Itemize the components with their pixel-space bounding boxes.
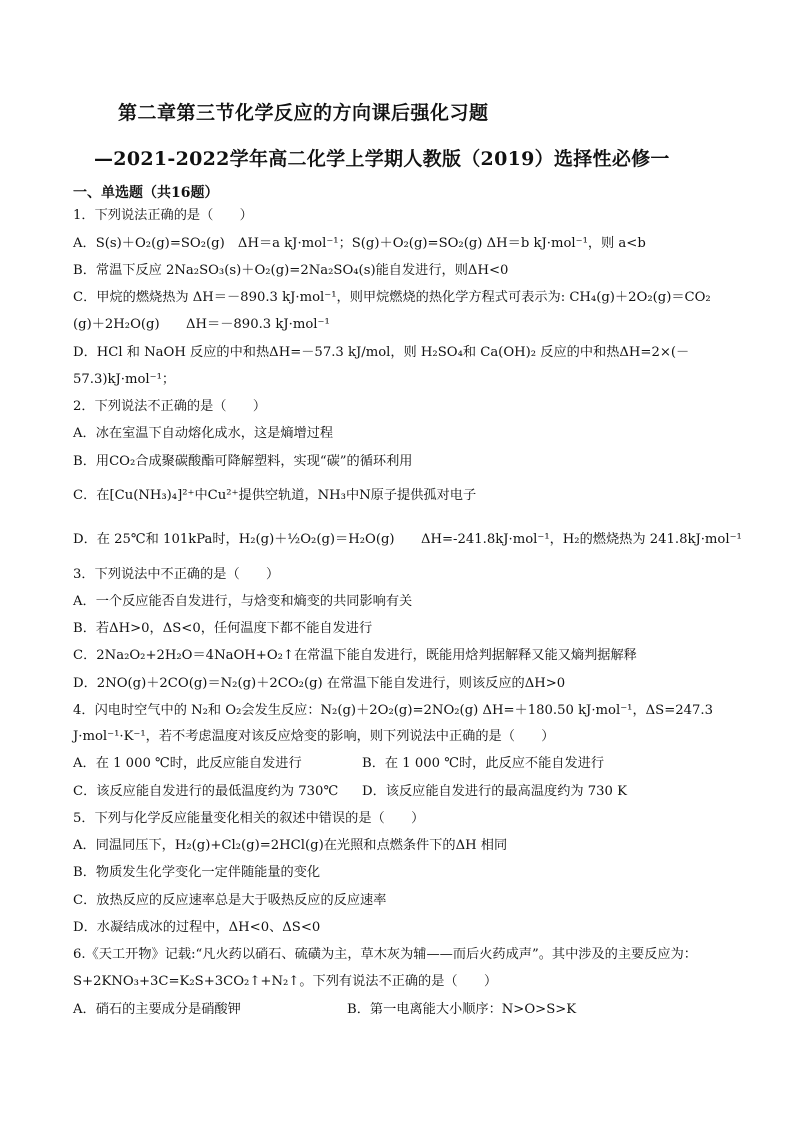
question-1-option-c-cont: (g)＋2H₂O(g) ΔH＝－890.3 kJ·mol⁻¹ (73, 317, 330, 332)
question-4-stem: 4．闪电时空气中的 N₂和 O₂会发生反应：N₂(g)＋2O₂(g)=2NO₂(g) ΔH=＋180.50 kJ·mol⁻¹，ΔS=247.3 (73, 703, 713, 718)
question-3-option-a: A．一个反应能否自发进行，与焓变和熵变的共同影响有关 (73, 594, 413, 609)
question-4-option-c: C．该反应能自发进行的最低温度约为 730℃ (73, 784, 339, 799)
question-5-stem: 5．下列与化学反应能量变化相关的叙述中错误的是（ ） (73, 811, 425, 826)
question-1-option-c: C．甲烷的燃烧热为 ΔH＝－890.3 kJ·mol⁻¹，则甲烷燃烧的热化学方程式可表示为: CH₄(g)＋2O₂(g)＝CO₂ (73, 290, 711, 305)
question-2-option-b: B．用CO₂合成聚碳酸酯可降解塑料，实现“碳”的循环利用 (73, 454, 413, 469)
question-1-stem: 1．下列说法正确的是（ ） (73, 208, 253, 223)
question-4-option-d: D．该反应能自发进行的最高温度约为 730 K (362, 784, 627, 799)
question-2-stem: 2．下列说法不正确的是（ ） (73, 399, 267, 414)
question-3-option-d: D．2NO(g)＋2CO(g)＝N₂(g)＋2CO₂(g) 在常温下能自发进行，则该反应的ΔH>0 (73, 676, 566, 691)
question-6-stem: 6.《天工开物》记载:“凡火药以硝石、硫磺为主，草木灰为辅——而后火药成声”。其中涉及的主要反应为： (73, 947, 697, 962)
question-6-option-b: B．第一电离能大小顺序：N>O>S>K (347, 1002, 577, 1017)
question-6-option-a: A．硝石的主要成分是硝酸钾 (73, 1002, 241, 1017)
question-3-option-b: B．若ΔH>0，ΔS<0，任何温度下都不能自发进行 (73, 621, 373, 636)
question-1-option-d-cont: 57.3)kJ·mol⁻¹； (73, 372, 176, 387)
question-4-option-a: A．在 1 000 ℃时，此反应能自发进行 (73, 756, 302, 771)
question-3-option-c: C．2Na₂O₂+2H₂O＝4NaOH+O₂↑在常温下能自发进行，既能用焓判据解释又能又熵判据解释 (73, 648, 637, 663)
document-title: 第二章第三节化学反应的方向课后强化习题 (118, 102, 489, 124)
section-heading: 一、单选题（共16题） (73, 185, 219, 201)
question-5-option-a: A．同温同压下，H₂(g)+Cl₂(g)=2HCl(g)在光照和点燃条件下的ΔH 相同 (73, 838, 508, 853)
question-5-option-b: B．物质发生化学变化一定伴随能量的变化 (73, 865, 321, 880)
document-subtitle: —2021-2022学年高二化学上学期人教版（2019）选择性必修一 (94, 148, 670, 170)
question-2-option-d: D．在 25℃和 101kPa时，H₂(g)＋½O₂(g)＝H₂O(g) ΔH=-241.8kJ·mol⁻¹，H₂的燃烧热为 241.8kJ·mol⁻¹ (73, 532, 742, 547)
question-2-option-c: C．在[Cu(NH₃)₄]²⁺中Cu²⁺提供空轨道，NH₃中N原子提供孤对电子 (73, 488, 477, 503)
question-4-option-b: B．在 1 000 ℃时，此反应不能自发进行 (362, 756, 605, 771)
question-1-option-a: A．S(s)＋O₂(g)=SO₂(g) ΔH＝a kJ·mol⁻¹；S(g)＋O₂(g)=SO₂(g) ΔH＝b kJ·mol⁻¹，则 a<b (73, 236, 646, 251)
question-1-option-d: D．HCl 和 NaOH 反应的中和热ΔH=－57.3 kJ/mol，则 H₂SO₄和 Ca(OH)₂ 反应的中和热ΔH=2×(－ (73, 345, 690, 360)
question-3-stem: 3．下列说法中不正确的是（ ） (73, 567, 280, 582)
question-6-stem-cont: S+2KNO₃+3C=K₂S+3CO₂↑+N₂↑。下列有说法不正确的是（ ） (73, 974, 498, 989)
question-1-option-b: B．常温下反应 2Na₂SO₃(s)＋O₂(g)=2Na₂SO₄(s)能自发进行，则ΔH<0 (73, 263, 509, 278)
question-4-stem-cont: J·mol⁻¹·K⁻¹，若不考虑温度对该反应焓变的影响，则下列说法中正确的是（ ） (73, 729, 555, 744)
question-2-option-a: A．冰在室温下自动熔化成水，这是熵增过程 (73, 426, 334, 441)
question-5-option-c: C．放热反应的反应速率总是大于吸热反应的反应速率 (73, 893, 387, 908)
question-5-option-d: D．水凝结成冰的过程中，ΔH<0、ΔS<0 (73, 920, 321, 935)
